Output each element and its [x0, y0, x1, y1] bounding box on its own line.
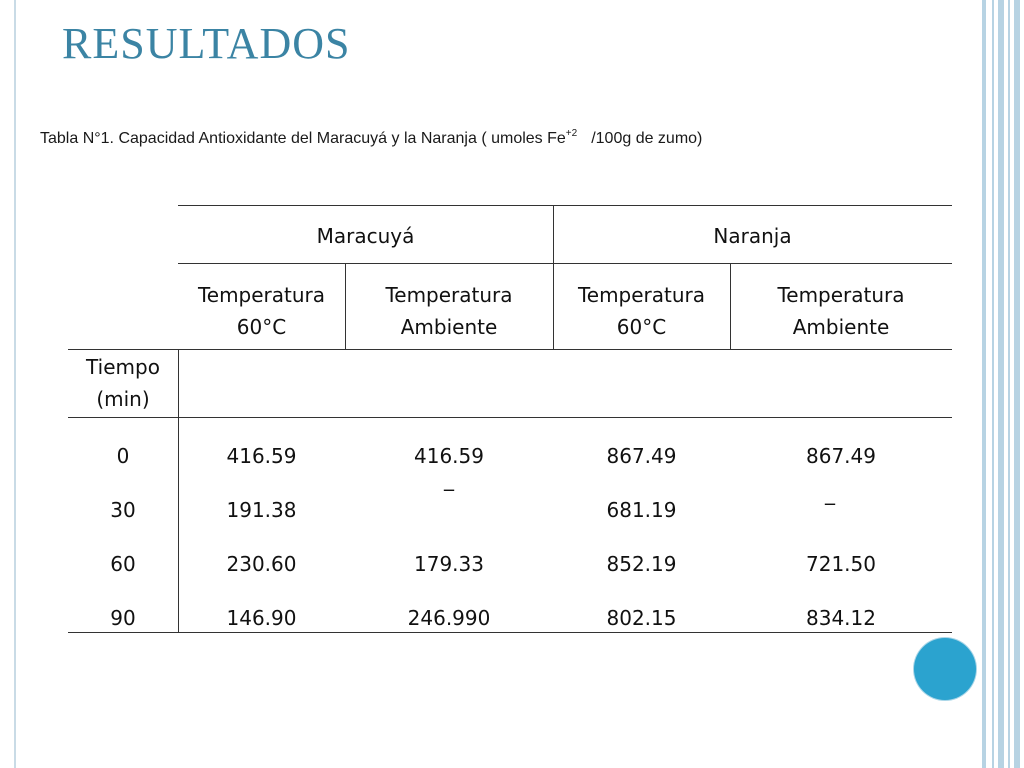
- caption-text: Tabla N°1. Capacidad Antioxidante del Maracuyá y la Naranja ( umoles Fe: [40, 130, 566, 147]
- caption-superscript: +2: [565, 128, 578, 139]
- table-cell: 802.15: [606, 606, 677, 630]
- table-cell: 721.50: [806, 552, 876, 576]
- table-cell-time: 0: [116, 444, 130, 468]
- subheader-maracuya-60: Temperatura 60°C: [197, 283, 326, 339]
- subheader-maracuya-ambiente: Temperatura Ambiente: [385, 283, 513, 339]
- table-cell: 416.59: [226, 444, 297, 468]
- right-decor-stripes: [982, 0, 1024, 768]
- subheader-naranja-60: Temperatura 60°C: [577, 283, 706, 339]
- decor-circle: [914, 638, 976, 700]
- table-cell-time: 90: [110, 606, 136, 630]
- table-cell: [345, 492, 553, 528]
- caption-unit: /100g de zumo): [591, 130, 703, 147]
- table-cell: 681.19: [606, 498, 677, 522]
- group-header-maracuya: Maracuyá: [316, 224, 415, 248]
- table-cell: 834.12: [806, 606, 876, 630]
- table-cell: 852.19: [606, 552, 677, 576]
- table-cell: 867.49: [806, 444, 876, 468]
- table-cell: 416.59: [414, 444, 484, 468]
- table-cell-time: 60: [110, 552, 136, 576]
- table-cell: 867.49: [606, 444, 677, 468]
- left-decor-line: [14, 0, 16, 768]
- table-cell: 246.990: [407, 606, 491, 630]
- row-header-tiempo: Tiempo (min): [86, 355, 160, 411]
- empty-value-dash: _: [444, 467, 454, 491]
- table-cell: 230.60: [226, 552, 297, 576]
- slide-title: RESULTADOS: [62, 19, 351, 68]
- table-caption: [40, 128, 702, 148]
- table-cell: 191.38: [226, 498, 297, 522]
- empty-value-dash: _: [825, 481, 835, 505]
- subheader-naranja-ambiente: Temperatura Ambiente: [777, 283, 905, 339]
- group-header-naranja: Naranja: [713, 224, 792, 248]
- table-cell: 179.33: [414, 552, 484, 576]
- table-cell: 146.90: [226, 606, 297, 630]
- table-cell-time: 30: [110, 498, 136, 522]
- table-cell: [730, 492, 952, 528]
